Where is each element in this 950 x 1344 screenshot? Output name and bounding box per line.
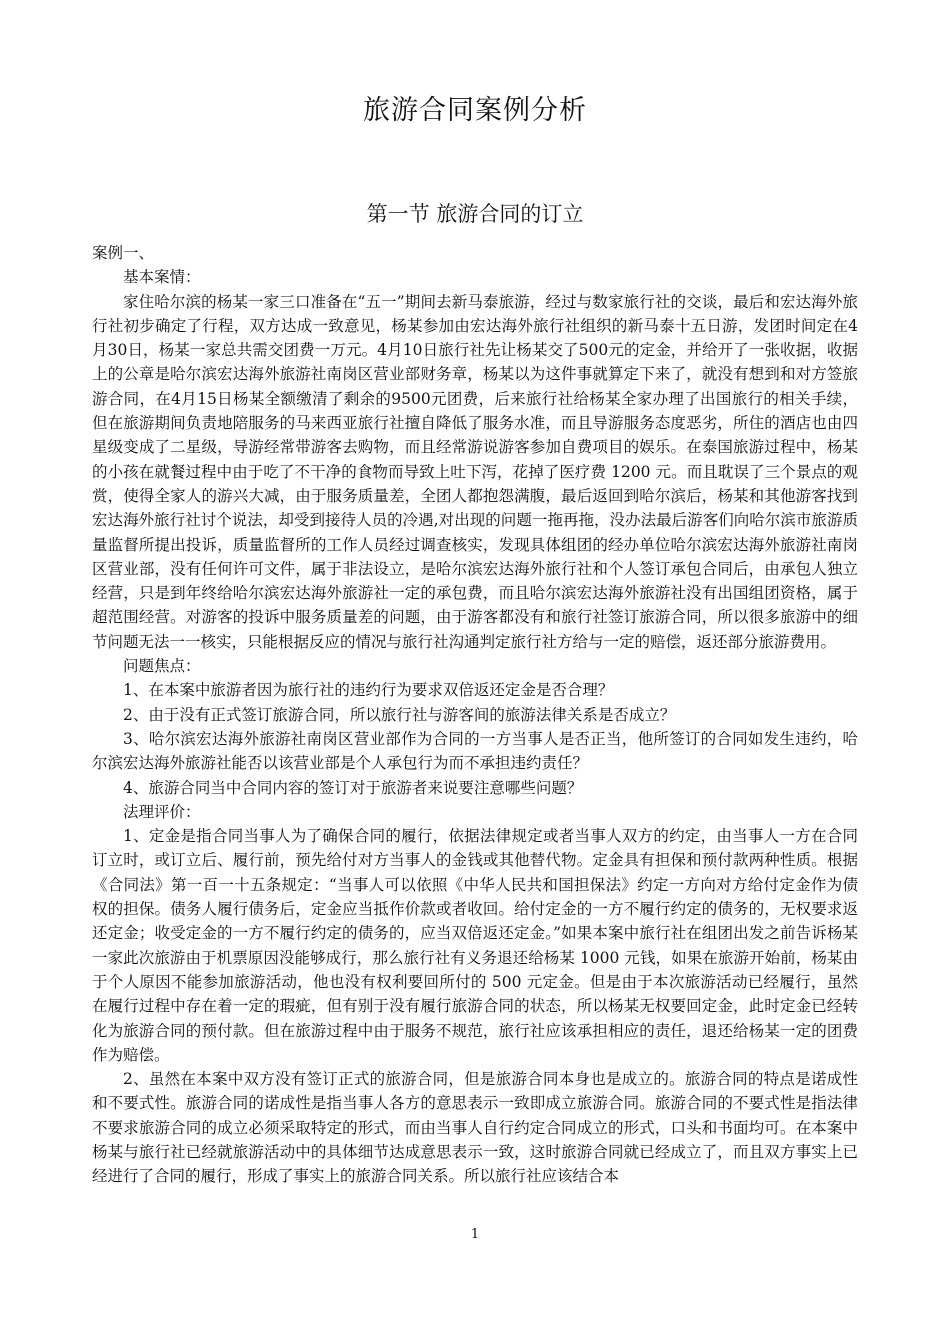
issue-item: 1、在本案中旅游者因为旅行社的违约行为要求双倍返还定金是否合理？ xyxy=(123,681,614,700)
document-title: 旅游合同案例分析 xyxy=(363,95,587,126)
issue-item: 2、由于没有正式签订旅游合同，所以旅行社与游客间的旅游法律关系是否成立？ xyxy=(123,705,676,724)
basic-facts-paragraph: 家住哈尔滨的杨某一家三口准备在“五一”期间去新马泰旅游，经过与数家旅行社的交谈，最后和宏达海外旅行社初步确定了行程，双方达成一致意见，杨某参加由宏达海外旅行社组织的新马泰十五日游，发团时间定在4月30日，杨某一家总共需交团费一万元。4月10日旅行社先让杨某交了500元的定金，并给开了一张收据，收据上的公章是哈尔滨宏达海外旅游社南岗区营业部财务章，杨某以为这件事就算定下来了，就没有想到和对方签旅游合同，在4月15日杨某全额缴清了剩余的9500元团费，后来旅行社给杨某全家办理了出国旅行的相关手续，但在旅游期间负责地陪服务的马来西亚旅行社擅自降低了服务水准，而且导游服务态度恶劣，所住的酒店也由四星级变成了二星级，导游经常带游客去购物，而且经常游说游客参加自费项目的娱乐。在泰国旅游过程中，杨某的小孩在就餐过程中由于吃了不干净的食物而导致上吐下泻，花掉了医疗费 1200 元。而且耽误了三个景点的观赏，使得全家人的游兴大减，由于服务质量差，全团人都抱怨满腹，最后返回到哈尔滨后，杨某和其他游客找到宏达海外旅行社讨个说法，却受到接待人员的冷遇,对出现的问题一拖再拖，没办法最后游客们向哈尔滨市旅游质量监督所提出投诉，质量监督所的工作人员经过调查核实，发现具体组团的经办单位哈尔滨宏达海外旅游社南岗区营业部，没有任何许可文件，属于非法设立，是哈尔滨宏达海外旅行社和个人签订承包合同后，由承包人独立经营，只是到年终给哈尔滨宏达海外旅游社一定的承包费，而且哈尔滨宏达海外旅游社没有出国组团资格，属于超范围经营。对游客的投诉中服务质量差的问题，由于游客都没有和旅行社签订旅游合同，所以很多旅游中的细节问题无法一一核实，只能根据反应的情况与旅行社沟通判定旅行社方给与一定的赔偿，返还部分旅游费用。 xyxy=(92,292,858,651)
case-title: 案例一、 xyxy=(92,244,155,262)
page-number: 1 xyxy=(470,1227,480,1242)
document-body xyxy=(92,241,858,1189)
review-paragraph: 1、定金是指合同当事人为了确保合同的履行，依据法律规定或者当事人双方的约定，由当事人一方在合同订立时，或订立后、履行前，预先给付对方当事人的金钱或其他替代物。定金具有担保和预付款两种性质。根据《合同法》第一百一十五条规定：“当事人可以依照《中华人民共和国担保法》约定一方向对方给付定金作为债权的担保。债务人履行债务后，定金应当抵作价款或者收回。给付定金的一方不履行约定的债务的，无权要求返还定金；收受定金的一方不履行约定的债务的，应当双倍返还定金。”如果本案中旅行社在组团出发之前告诉杨某一家此次旅游由于机票原因没能够成行，那么旅行社有义务退还给杨某 1000 元钱，如果在旅游开始前，杨某由于个人原因不能参加旅游活动，他也没有权利要回所付的 500 元定金。但是由于本次旅游活动已经履行，虽然在履行过程中存在着一定的瑕疵，但有别于没有履行旅游合同的状态，所以杨某无权要回定金，此时定金已经转化为旅游合同的预付款。但在旅游过程中由于服务不规范，旅行社应该承担相应的责任，退还给杨某一定的团费作为赔偿。 xyxy=(92,827,858,1064)
issue-item: 3、哈尔滨宏达海外旅游社南岗区营业部作为合同的一方当事人是否正当，他所签订的合同如发生违约，哈尔滨宏达海外旅游社能否以该营业部是个人承包行为而不承担违约责任？ xyxy=(92,729,858,773)
issues-heading: 问题焦点： xyxy=(123,657,201,676)
issue-item: 4、旅游合同当中合同内容的签订对于旅游者来说要注意哪些问题？ xyxy=(123,778,583,797)
section-title: 第一节 旅游合同的订立 xyxy=(366,202,584,226)
review-paragraph: 2、虽然在本案中双方没有签订正式的旅游合同，但是旅游合同本身也是成立的。旅游合同的特点是诺成性和不要式性。旅游合同的诺成性是指当事人各方的意思表示一致即成立旅游合同。旅游合同的不要式性是指法律不要求旅游合同的成立必须采取特定的形式，而由当事人自行约定合同成立的形式，口头和书面均可。在本案中杨某与旅行社已经就旅游活动中的具体细节达成意思表示一致，这时旅游合同就已经成立了，而且双方事实上已经进行了合同的履行，形成了事实上的旅游合同关系。所以旅行社应该结合本 xyxy=(92,1070,858,1186)
review-heading: 法理评价： xyxy=(123,802,201,821)
basic-facts-heading: 基本案情： xyxy=(123,268,201,287)
